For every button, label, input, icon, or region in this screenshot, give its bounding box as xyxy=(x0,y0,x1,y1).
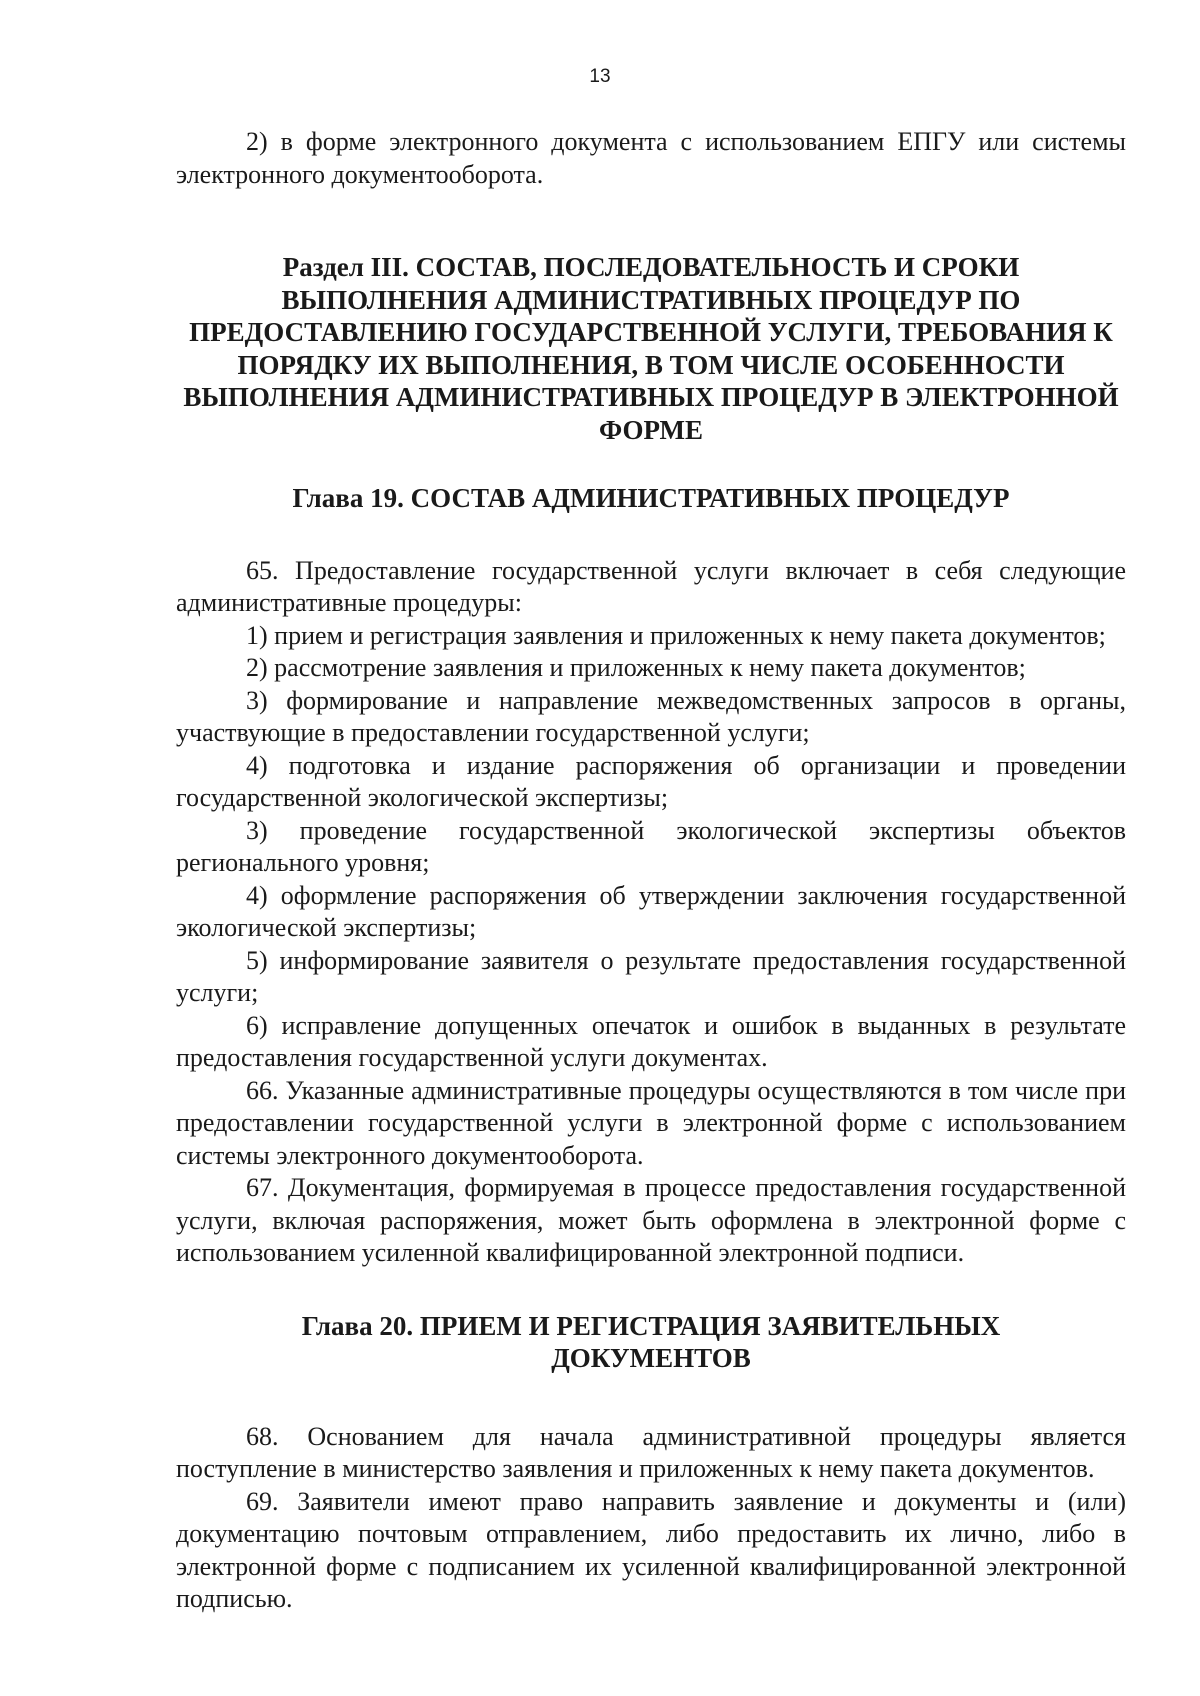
document-body xyxy=(176,126,1126,1616)
list-item-1: 1) прием и регистрация заявления и приложенных к нему пакета документов; xyxy=(246,620,1106,650)
list-item-4: 4) подготовка и издание распоряжения об организации и проведении государственной экологической экспертизы; xyxy=(176,750,1126,812)
chapter-19-heading: Глава 19. СОСТАВ АДМИНИСТРАТИВНЫХ ПРОЦЕДУР xyxy=(292,483,1010,513)
list-item-3: 3) формирование и направление межведомственных запросов в органы, участвующие в предоставлении государственной услуги; xyxy=(176,685,1126,747)
list-item-5: 5) информирование заявителя о результате предоставления государственной услуги; xyxy=(176,945,1126,1007)
page-number: 13 xyxy=(589,66,611,87)
section-heading xyxy=(176,251,1126,446)
section-heading-line: ВЫПОЛНЕНИЯ АДМИНИСТРАТИВНЫХ ПРОЦЕДУР В ЭЛЕКТРОННОЙ xyxy=(183,382,1119,412)
chapter-20-heading xyxy=(176,1310,1126,1375)
chapter-20-heading-line: Глава 20. ПРИЕМ И РЕГИСТРАЦИЯ ЗАЯВИТЕЛЬНЫХ xyxy=(301,1310,1001,1341)
paragraph-65: 65. Предоставление государственной услуги включает в себя следующие административные процедуры: xyxy=(176,555,1126,617)
intro-paragraph: 2) в форме электронного документа с использованием ЕПГУ или системы электронного документооборота. xyxy=(176,127,1126,189)
paragraph-66: 66. Указанные административные процедуры осуществляются в том числе при предоставлении государственной услуги в электронной форме с использованием системы электронного документооборота. xyxy=(176,1075,1126,1170)
section-heading-line: ПРЕДОСТАВЛЕНИЮ ГОСУДАРСТВЕННОЙ УСЛУГИ, ТРЕБОВАНИЯ К xyxy=(189,317,1113,347)
chapter-20-heading-line: ДОКУМЕНТОВ xyxy=(551,1343,751,1373)
paragraph-68: 68. Основанием для начала административной процедуры является поступление в министерство заявления и приложенных к нему пакета документов. xyxy=(176,1421,1126,1483)
paragraph-69: 69. Заявители имеют право направить заявление и документы и (или) документацию почтовым отправлением, либо предоставить их лично, либо в электронной форме с подписанием их усиленной квалифицированной электронной подписью. xyxy=(176,1486,1126,1613)
list-item-3b: 3) проведение государственной экологической экспертизы объектов регионального уровня; xyxy=(176,815,1126,877)
list-item-2: 2) рассмотрение заявления и приложенных к нему пакета документов; xyxy=(246,653,1026,682)
paragraph-67: 67. Документация, формируемая в процессе предоставления государственной услуги, включая распоряжения, может быть оформлена в электронной форме с использованием усиленной квалифицированной электронной подписи. xyxy=(176,1173,1126,1267)
section-heading-line: ВЫПОЛНЕНИЯ АДМИНИСТРАТИВНЫХ ПРОЦЕДУР ПО xyxy=(281,284,1021,315)
list-item-6: 6) исправление допущенных опечаток и ошибок в выданных в результате предоставления государственной услуги документах. xyxy=(176,1010,1126,1072)
section-heading-line: Раздел III. СОСТАВ, ПОСЛЕДОВАТЕЛЬНОСТЬ И СРОКИ xyxy=(282,252,1020,282)
section-heading-line: ПОРЯДКУ ИХ ВЫПОЛНЕНИЯ, В ТОМ ЧИСЛЕ ОСОБЕННОСТИ xyxy=(237,349,1065,380)
section-heading-line: ФОРМЕ xyxy=(599,414,703,445)
list-item-4b: 4) оформление распоряжения об утверждении заключения государственной экологической экспертизы; xyxy=(176,880,1126,942)
